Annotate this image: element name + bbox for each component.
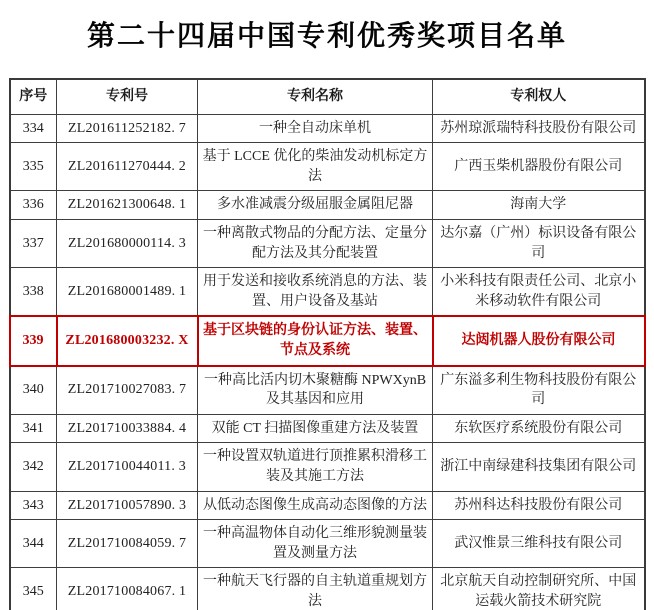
patent-name-cell: 一种高温物体自动化三维形貌测量装置及测量方法 — [198, 520, 433, 568]
patent-award-table — [9, 78, 646, 610]
table-row — [10, 491, 645, 520]
patent-owner-cell: 达闼机器人股份有限公司 — [433, 316, 645, 365]
patent-name-cell: 多水准减震分级屈服金属阻尼器 — [198, 191, 433, 220]
patent-owner-cell: 广西玉柴机器股份有限公司 — [433, 143, 645, 191]
serial-number-cell: 345 — [10, 568, 57, 610]
table-row — [10, 114, 645, 143]
table-row — [10, 414, 645, 443]
table-row — [10, 443, 645, 491]
patent-owner-cell: 苏州琼派瑞特科技股份有限公司 — [433, 114, 645, 143]
serial-number-cell: 339 — [10, 316, 57, 365]
patent-name-cell: 双能 CT 扫描图像重建方法及装置 — [198, 414, 433, 443]
patent-name-cell: 一种离散式物品的分配方法、定量分配方法及其分配装置 — [198, 219, 433, 267]
table-row — [10, 366, 645, 415]
patent-number-cell: ZL201710084067. 1 — [57, 568, 198, 610]
serial-number-cell: 338 — [10, 268, 57, 317]
patent-owner-cell: 达尔嘉（广州）标识设备有限公司 — [433, 219, 645, 267]
serial-number-cell: 341 — [10, 414, 57, 443]
table-row — [10, 191, 645, 220]
patent-name-cell: 一种航天飞行器的自主轨道重规划方法 — [198, 568, 433, 610]
table-row — [10, 568, 645, 610]
patent-owner-cell: 北京航天自动控制研究所、中国运载火箭技术研究院 — [433, 568, 645, 610]
table-row — [10, 520, 645, 568]
table-body — [10, 114, 645, 610]
patent-name-cell: 一种设置双轨道进行顶推累积滑移工装及其施工方法 — [198, 443, 433, 491]
patent-name-cell: 基于区块链的身份认证方法、装置、节点及系统 — [198, 316, 433, 365]
patent-owner-cell: 东软医疗系统股份有限公司 — [433, 414, 645, 443]
patent-number-cell: ZL201710057890. 3 — [57, 491, 198, 520]
patent-number-cell: ZL201710033884. 4 — [57, 414, 198, 443]
serial-number-cell: 340 — [10, 366, 57, 415]
table-row — [10, 143, 645, 191]
table-header-row — [10, 79, 645, 114]
header-serial-number: 序号 — [10, 79, 57, 114]
patent-number-cell: ZL201611270444. 2 — [57, 143, 198, 191]
serial-number-cell: 342 — [10, 443, 57, 491]
patent-number-cell: ZL201710084059. 7 — [57, 520, 198, 568]
patent-owner-cell: 海南大学 — [433, 191, 645, 220]
patent-number-cell: ZL201621300648. 1 — [57, 191, 198, 220]
table-row — [10, 268, 645, 317]
header-patent-number: 专利号 — [57, 79, 198, 114]
patent-name-cell: 从低动态图像生成高动态图像的方法 — [198, 491, 433, 520]
serial-number-cell: 334 — [10, 114, 57, 143]
patent-name-cell: 一种全自动床单机 — [198, 114, 433, 143]
serial-number-cell: 336 — [10, 191, 57, 220]
patent-number-cell: ZL201710044011. 3 — [57, 443, 198, 491]
patent-owner-cell: 武汉惟景三维科技有限公司 — [433, 520, 645, 568]
serial-number-cell: 337 — [10, 219, 57, 267]
patent-number-cell: ZL201680000114. 3 — [57, 219, 198, 267]
patent-name-cell: 用于发送和接收系统消息的方法、装置、用户设备及基站 — [198, 268, 433, 317]
patent-owner-cell: 广东溢多利生物科技股份有限公司 — [433, 366, 645, 415]
header-patent-owner: 专利权人 — [433, 79, 645, 114]
patent-number-cell: ZL201611252182. 7 — [57, 114, 198, 143]
patent-name-cell: 一种高比活内切木聚糖酶 NPWXynB 及其基因和应用 — [198, 366, 433, 415]
serial-number-cell: 343 — [10, 491, 57, 520]
patent-number-cell: ZL201680003232. X — [57, 316, 198, 365]
table-row — [10, 219, 645, 267]
header-patent-name: 专利名称 — [198, 79, 433, 114]
patent-number-cell: ZL201710027083. 7 — [57, 366, 198, 415]
serial-number-cell: 335 — [10, 143, 57, 191]
table-row — [10, 316, 645, 365]
patent-owner-cell: 小米科技有限责任公司、北京小米移动软件有限公司 — [433, 268, 645, 317]
serial-number-cell: 344 — [10, 520, 57, 568]
patent-name-cell: 基于 LCCE 优化的柴油发动机标定方法 — [198, 143, 433, 191]
patent-owner-cell: 浙江中南绿建科技集团有限公司 — [433, 443, 645, 491]
patent-number-cell: ZL201680001489. 1 — [57, 268, 198, 317]
patent-owner-cell: 苏州科达科技股份有限公司 — [433, 491, 645, 520]
page-title: 第二十四届中国专利优秀奖项目名单 — [86, 21, 567, 52]
